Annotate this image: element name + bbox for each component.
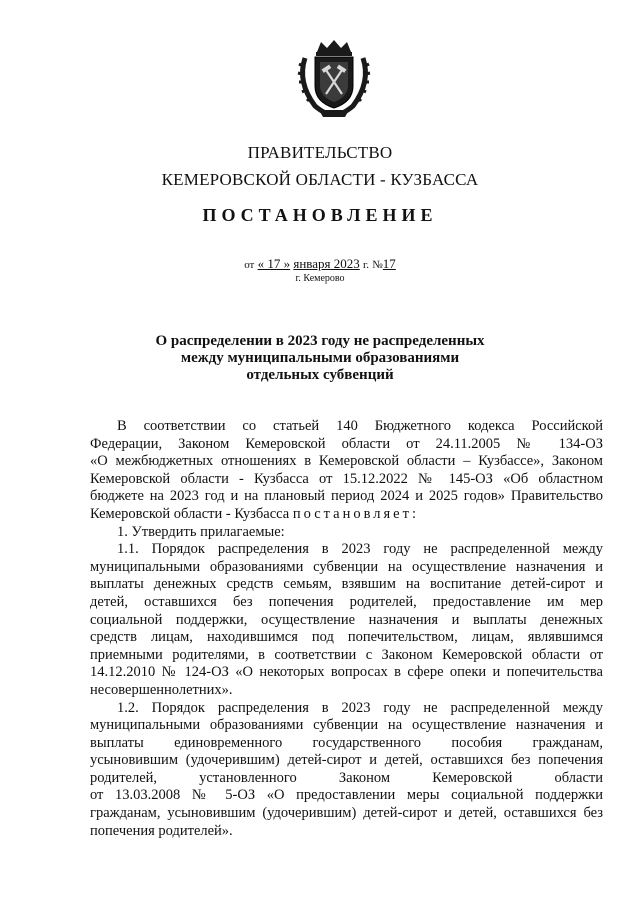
document-body bbox=[90, 418, 603, 840]
body-line: «О межбюджетных отношениях в Кемеровской области – Кузбассе», Законом bbox=[90, 453, 603, 470]
date-prefix: от bbox=[244, 259, 255, 271]
body-line: В соответствии со статьей 140 Бюджетного кодекса Российской bbox=[117, 418, 603, 434]
body-line: усыновившим (удочерившим) детей-сирот и детей, оставшихся без попечения bbox=[90, 752, 603, 769]
body-line: гражданам, усыновившим (удочерившим) детей-сирот и детей, оставшихся без bbox=[90, 805, 603, 822]
document-number: 17 bbox=[382, 256, 396, 271]
title-line: О распределении в 2023 году не распределенных bbox=[155, 333, 485, 349]
body-line: Кемеровской области - Кузбасса от 15.12.2022 № 145-ОЗ «Об областном bbox=[90, 470, 603, 487]
body-text: Кемеровской области - Кузбасса bbox=[90, 505, 290, 522]
body-line: 1.2. Порядок распределения в 2023 году не распределенной между bbox=[117, 699, 603, 716]
date-month-year: января 2023 bbox=[293, 256, 360, 271]
title-line: между муниципальными образованиями bbox=[180, 350, 460, 366]
body-line: попечения родителей». bbox=[90, 822, 233, 839]
title-line: отдельных субвенций bbox=[246, 367, 394, 383]
body-line: 14.12.2010 № 124-ОЗ «О некоторых вопросах в сфере опеки и попечительства bbox=[90, 664, 603, 681]
year-suffix: г. bbox=[363, 259, 370, 271]
org-name-line1: ПРАВИТЕЛЬСТВО bbox=[247, 143, 393, 162]
body-line: детей, оставшихся без попечения родителей, предоставление им мер bbox=[90, 593, 603, 610]
body-line: 1. Утвердить прилагаемые: bbox=[117, 523, 285, 540]
body-line: Федерации, Законом Кемеровской области от 24.11.2005 № 134-ОЗ bbox=[90, 435, 603, 452]
city: г. Кемерово bbox=[295, 273, 345, 284]
body-line: выплаты денежных средств семьям, взявшим на воспитание детей-сирот и bbox=[90, 576, 603, 593]
body-line: приемными родителями, в соответствии с Законом Кемеровской области от bbox=[90, 646, 603, 663]
body-line: муниципальными образованиями субвенции на осуществление назначения и bbox=[90, 558, 603, 575]
body-line: бюджете на 2023 год и на плановый период 2024 и 2025 годов» Правительство bbox=[90, 488, 603, 505]
resolves-word: постановляет: bbox=[292, 505, 419, 522]
body-line: социальной поддержки, осуществление назначения и выплаты денежных bbox=[90, 611, 603, 628]
date-day: « 17 » bbox=[257, 256, 291, 271]
body-line: средств лицам, находившимся под попечительством, лицам, являвшимся bbox=[90, 629, 603, 646]
org-name-line2: КЕМЕРОВСКОЙ ОБЛАСТИ - КУЗБАССА bbox=[161, 170, 479, 189]
body-line: от 13.03.2008 № 5-ОЗ «О предоставлении меры социальной поддержки bbox=[90, 787, 603, 804]
date-number-line bbox=[0, 256, 640, 272]
coat-of-arms-emblem bbox=[293, 38, 375, 120]
document-title bbox=[0, 333, 640, 384]
document-type: ПОСТАНОВЛЕНИЕ bbox=[202, 205, 438, 225]
body-line: выплаты единовременного государственного пособия гражданам, bbox=[90, 734, 603, 751]
body-line: несовершеннолетних». bbox=[90, 681, 233, 698]
number-label: № bbox=[372, 259, 383, 271]
body-line: 1.1. Порядок распределения в 2023 году не распределенной между bbox=[117, 541, 603, 558]
body-line: родителей, установленного Законом Кемеровской области bbox=[90, 769, 603, 786]
body-line bbox=[90, 506, 603, 524]
body-line: муниципальными образованиями субвенции на осуществление назначения и bbox=[90, 717, 603, 734]
